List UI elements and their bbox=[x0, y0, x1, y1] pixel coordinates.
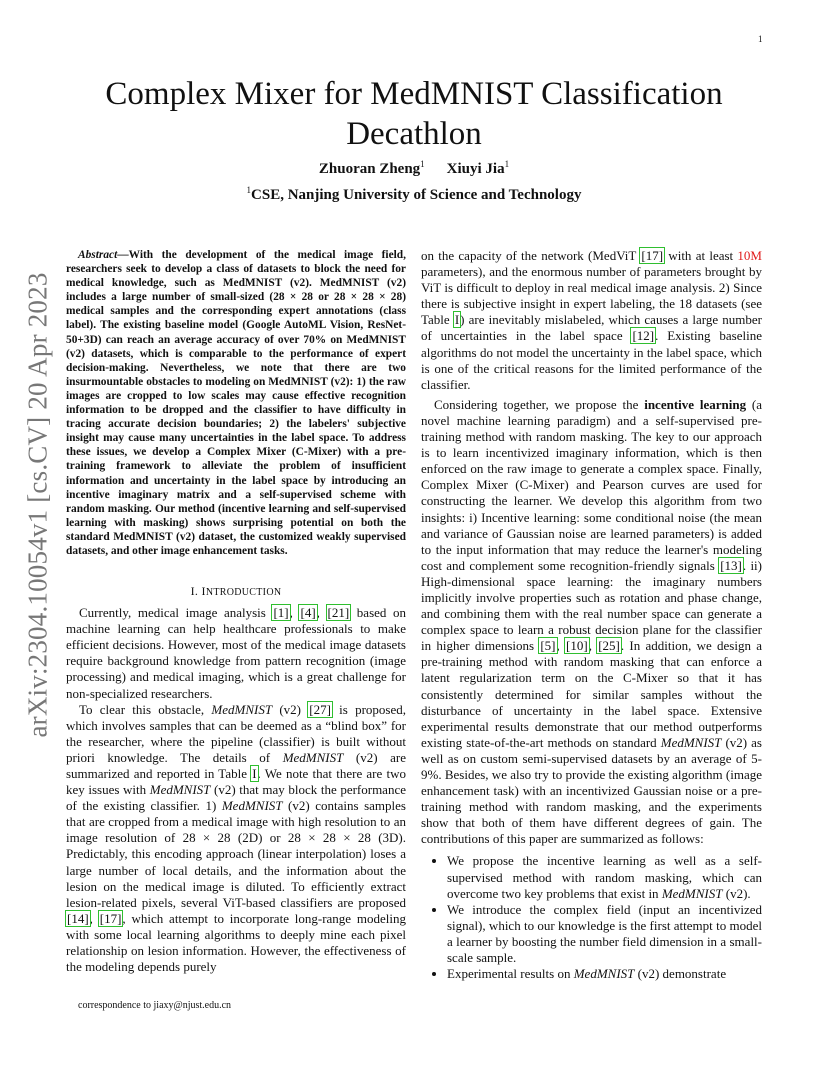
text-run: with at least bbox=[664, 248, 738, 263]
citation-link[interactable]: [25] bbox=[598, 638, 620, 654]
list-item bbox=[447, 902, 762, 966]
dataset-name: MedMNIST bbox=[221, 798, 283, 814]
affiliation-text: CSE, Nanjing University of Science and Technology bbox=[251, 187, 582, 203]
citation-link[interactable]: [17] bbox=[641, 248, 664, 263]
page-number: 1 bbox=[758, 34, 763, 44]
citation-link[interactable]: [13] bbox=[720, 557, 742, 573]
text-run: Experimental results on bbox=[447, 966, 574, 982]
paper-title: Complex Mixer for MedMNIST Classification Decathlon bbox=[105, 76, 723, 152]
text-run: . ii) High-dimensional space learning: the imaginary numbers implicitly involve properties such as rotation and phase change, and combining them with the real number space can generate a complex space to learn a robust decision plane for the classifier in higher dimensions bbox=[421, 557, 762, 654]
abstract-text: —With the development of the medical image field, researchers seek to develop a class of datasets to block the need for medical knowledge, such as MedMNIST (v2). MedMNIST (v2) includes a large number of small-sized (28 × 28 or 28 × 28 × 28) medical samples and the corresponding expert annotations (class label). The existing baseline model (Google AutoML Vision, ResNet-50+3D) can reach an average accuracy of over 70% on MedMNIST (v2) datasets, which is comparable to the performance of expert decision-making. Nevertheless, we note that there are two insurmountable obstacles to modeling on MedMNIST (v2): 1) the raw images are cropped to low scales may cause effective recognition information to be dropped and the classifier to have difficulty in tracing accurate decision boundaries; 2) the labelers' subjective insight may cause many uncertainties in the label space. To address these issues, we develop a Complex Mixer (C-Mixer) with a pre-training framework to alleviate the problem of insufficient information and uncertainty in the label space by introducing an incentive imaginary matrix and a self-supervised scheme with random masking. Our method (incentive learning and self-supervised learning with masking) shows surprising potential on both the standard MedMNIST (v2) dataset, the customized weakly supervised datasets, and other image enhancement tasks. bbox=[66, 249, 406, 557]
text-run: . In addition, we design a pre-training method with random masking that can enforce a latent regularization term on the C-Mixer so that it has consistently determined for similar samples without the disturbance of uncertainty in the label space. Extensive experimental results demonstrate that our method outperforms existing state-of-the-art methods on standard bbox=[421, 638, 763, 750]
left-column bbox=[66, 248, 406, 975]
text-run: , bbox=[588, 638, 598, 654]
footnote: correspondence to jiaxy@njust.edu.cn bbox=[78, 1000, 232, 1011]
list-item bbox=[447, 966, 762, 982]
section-heading bbox=[66, 584, 406, 599]
highlighted-value: 10M bbox=[737, 248, 762, 263]
text-run: (a novel machine learning paradigm) and a self-supervised pre-training method with random masking. The key to our approach is to learn incentivized imaginary information, which is then enforced on the raw image to generate a complex space. Finally, Complex Mixer (C-Mixer) and Pearson curves are used for constructing the learner. We develop this algorithm from two insights: i) Incentive learning: some conditional noise (the mean and variance of Gaussian noise are learned parameters) is added to the input information that may reduce the learner's modeling cost and complement some recognition-friendly signals bbox=[421, 396, 763, 573]
text-run: (v2) bbox=[272, 701, 309, 717]
text-run: (v2). bbox=[722, 885, 751, 901]
text-run: , bbox=[316, 605, 327, 621]
dataset-name: MedMNIST bbox=[282, 749, 344, 765]
text-run: Currently, medical image analysis bbox=[79, 605, 273, 621]
text-run: . Existing baseline algorithms do not model the uncertainty in the label space, which is one of the critical reasons for the limited performance of the classifier. bbox=[421, 328, 762, 392]
text-run: (v2) that may block the performance of the existing classifier. 1) bbox=[66, 782, 406, 814]
text-run: . We note that there are two key issues with bbox=[66, 766, 406, 798]
citation-link[interactable]: [17] bbox=[99, 910, 122, 926]
dataset-name: MedMNIST bbox=[149, 782, 211, 798]
text-run: is proposed, which involves samples that can be deemed as a “blind box” for the researcher, where the pipeline (classifier) is built without priori knowledge. The details of bbox=[66, 701, 406, 765]
author-list bbox=[70, 159, 758, 178]
citation-link[interactable]: [10] bbox=[566, 638, 588, 654]
table-link[interactable]: I bbox=[454, 312, 460, 328]
affiliation-mark: 1 bbox=[246, 185, 252, 195]
text-run: , bbox=[556, 638, 566, 654]
text-run: Considering together, we propose the bbox=[434, 396, 645, 412]
citation-link[interactable]: [21] bbox=[327, 605, 350, 621]
text-run: parameters), and the enormous number of parameters brought by ViT is difficult to deploy in real medical image analysis. 2) Since there is subjective insight in expert labeling, the 18 datasets (see Table bbox=[421, 264, 762, 328]
paragraph bbox=[66, 605, 406, 702]
citation-link[interactable]: [27] bbox=[309, 701, 331, 717]
citation-link[interactable]: [1] bbox=[273, 605, 289, 621]
dataset-name: MedMNIST bbox=[661, 885, 723, 901]
contribution-list bbox=[421, 853, 762, 982]
text-run: , bbox=[289, 605, 300, 621]
text-run: (v2) as well as on custom semi-supervised datasets by an average of 5-9%. Besides, we also try to provide the existing algorithm (image enhancement task) with an incentivized Gaussian noise or a pre-training method with random masking, and the experiments show that both of them have different degrees of gain. The contributions of this paper are summarized as follows: bbox=[421, 734, 762, 847]
text-run: (v2) are summarized and reported in Table bbox=[66, 749, 406, 781]
affiliation bbox=[70, 185, 758, 204]
section-title-cap: I bbox=[201, 584, 206, 599]
table-link[interactable]: I bbox=[252, 766, 257, 781]
author-affil-mark: 1 bbox=[504, 159, 510, 169]
paragraph bbox=[421, 397, 762, 848]
paragraph bbox=[421, 248, 762, 393]
text-run: We introduce the complex field (input an incentivized signal), which to our knowledge is the first attempt to model a learner by boosting the number field dimension in a small-scale sample. bbox=[447, 901, 762, 966]
dataset-name: MedMNIST bbox=[211, 701, 273, 717]
text-run: on the capacity of the network (MedViT bbox=[421, 248, 641, 263]
text-run: (v2) demonstrate bbox=[634, 966, 727, 982]
key-term: incentive learning bbox=[644, 396, 747, 412]
text-run: (v2) contains samples that are cropped from a medical image with high resolution to an image resolution of 28 × 28 (2D) or 28 × 28 × 28 (3D). Predictably, this encoding approach (linear interpolation) loses a large number of local details, and the information about the lesion on the medical image is diluted. To efficiently extract lesion-related pixels, several ViT-based classifiers are proposed bbox=[66, 798, 406, 910]
abstract bbox=[66, 248, 406, 558]
text-run: To clear this obstacle, bbox=[79, 701, 212, 717]
author-name: Zhuoran Zheng bbox=[318, 161, 421, 177]
dataset-name: MedMNIST bbox=[573, 966, 635, 982]
section-title-rest: NTRODUCTION bbox=[205, 587, 282, 599]
right-column bbox=[421, 248, 762, 982]
text-run: , bbox=[89, 910, 99, 926]
list-item bbox=[447, 853, 762, 901]
text-run: based on machine learning can help healthcare professionals to make efficient decisions. However, most of the medical image datasets require background knowledge from pattern recognition (image processing) and medical imaging, which is a great challenge for non-specialized researchers. bbox=[66, 605, 406, 701]
citation-link[interactable]: [4] bbox=[300, 605, 316, 621]
arxiv-stamp bbox=[20, 270, 56, 740]
paragraph bbox=[66, 702, 406, 976]
text-run: We propose the incentive learning as well as a self-supervised method with random masking, which can overcome two key problems that exist in bbox=[447, 853, 762, 901]
arxiv-stamp-text: arXiv:2304.10054v1 [cs.CV] 20 Apr 2023 bbox=[22, 272, 53, 738]
citation-link[interactable]: [14] bbox=[67, 910, 89, 926]
author-affil-mark: 1 bbox=[420, 159, 425, 169]
text-run: , which attempt to incorporate long-range modeling with some local learning algorithms to deeply mine each pixel relationship on lesion information. However, the effectiveness of the modeling depends purely bbox=[66, 910, 406, 975]
citation-link[interactable]: [5] bbox=[540, 638, 556, 654]
abstract-label: Abstract bbox=[78, 249, 118, 261]
dataset-name: MedMNIST bbox=[660, 734, 722, 750]
section-numeral: I. bbox=[190, 584, 199, 599]
author-name: Xiuyi Jia bbox=[446, 161, 505, 177]
text-run: ) are inevitably mislabeled, which causes a large number of uncertainties in the label space bbox=[421, 312, 762, 344]
citation-link[interactable]: [12] bbox=[632, 328, 655, 344]
